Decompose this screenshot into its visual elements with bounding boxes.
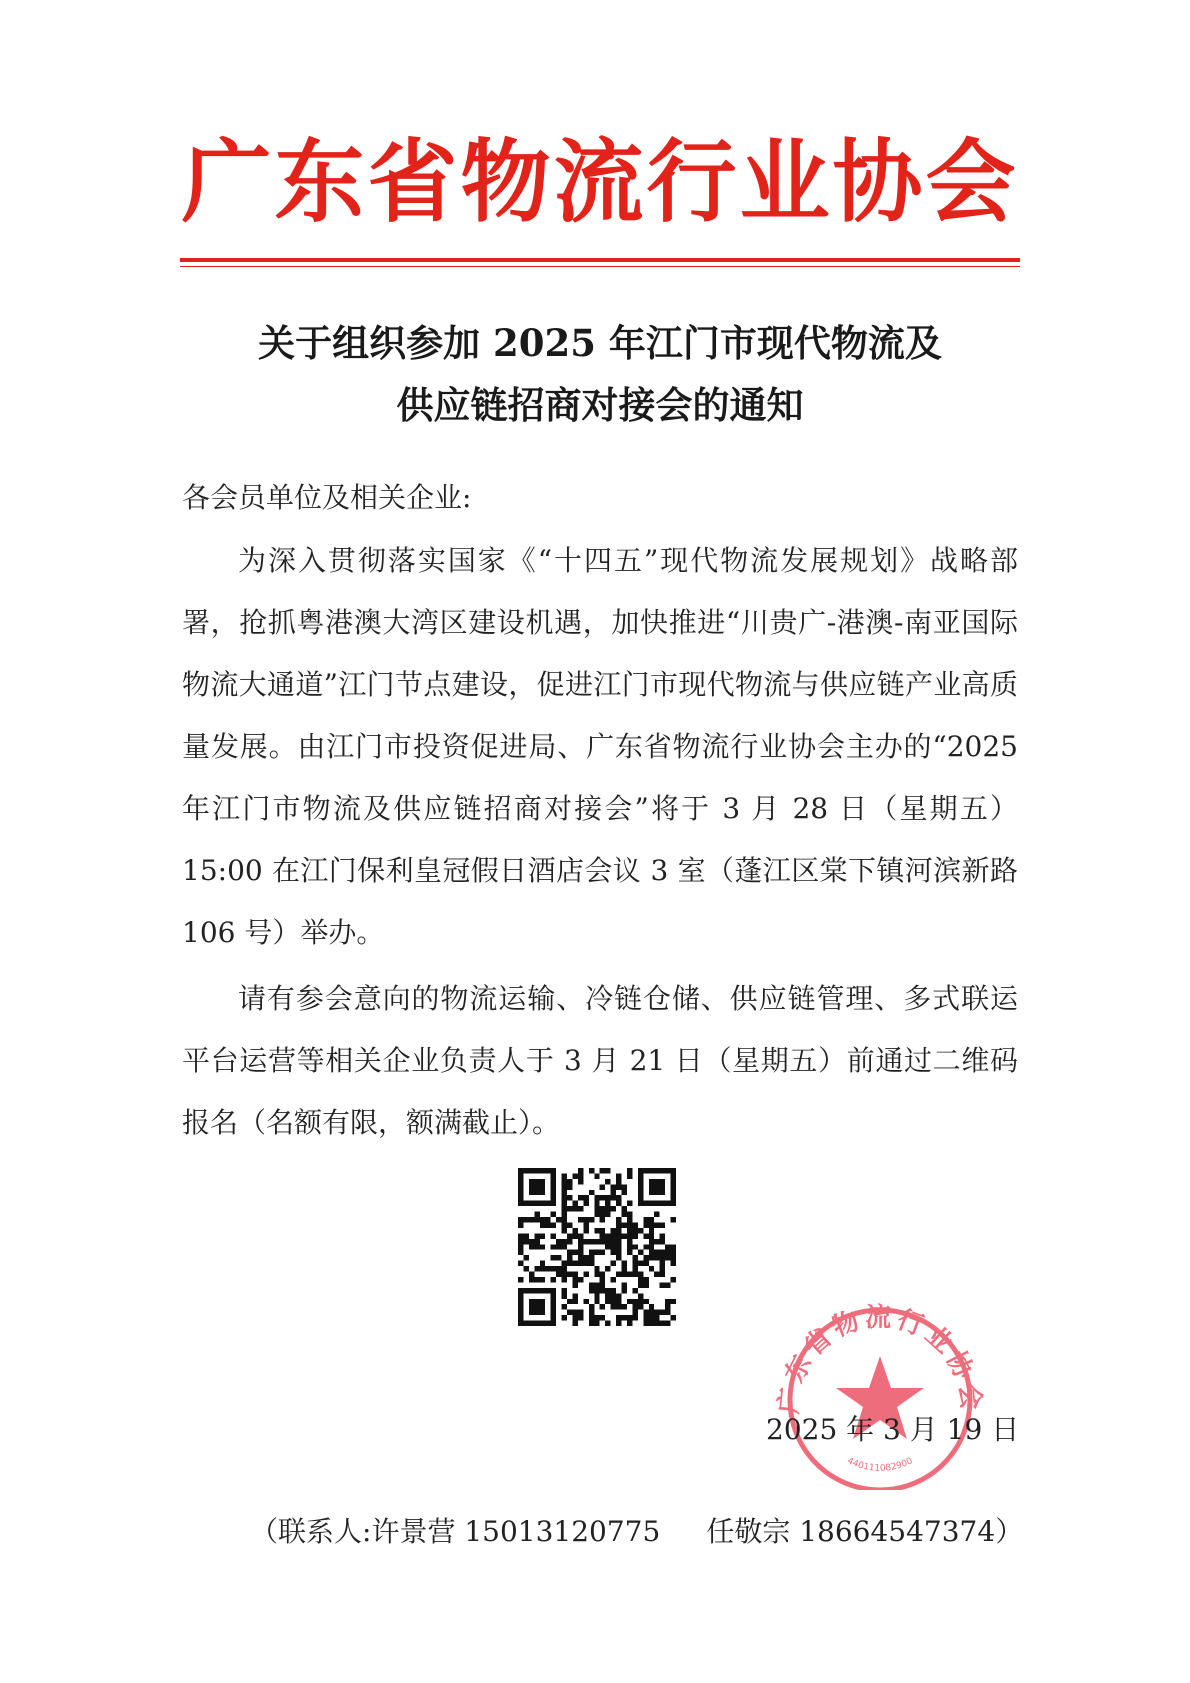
- contact-line: [250, 1512, 1023, 1552]
- body-paragraph-2: 请有参会意向的物流运输、冷链仓储、供应链管理、多式联运平台运营等相关企业负责人于 3 月 21 日（星期五）前通过二维码报名（名额有限，额满截止）。: [182, 982, 1018, 1139]
- letterhead-rule: [180, 258, 1020, 262]
- qr-code-icon[interactable]: [518, 1168, 676, 1326]
- contact-person-2: 任敬宗 18664547374: [706, 1515, 996, 1548]
- issue-date: 2025 年 3 月 19 日: [766, 1413, 1020, 1446]
- seal-text: 广东省物流行业协会: [774, 1302, 986, 1416]
- svg-text:440111082900: [845, 1456, 914, 1474]
- letterhead-title: 广东省物流行业协会: [181, 130, 1019, 235]
- document-title-line-1: 关于组织参加 2025 年江门市现代物流及: [258, 321, 942, 365]
- official-seal: [760, 1290, 1000, 1490]
- seal-serial: 440111082900: [845, 1456, 915, 1474]
- letterhead-rule-thin: [180, 266, 1020, 267]
- document-title-line-2: 供应链招商对接会的通知: [396, 383, 804, 427]
- contact-prefix: （联系人:: [250, 1515, 372, 1548]
- contact-person-1: 许景营 15013120775: [371, 1515, 661, 1548]
- salutation: 各会员单位及相关企业:: [182, 481, 472, 514]
- contact-suffix: ）: [995, 1515, 1024, 1548]
- body-paragraph-1: 为深入贯彻落实国家《“十四五”现代物流发展规划》战略部署，抢抓粤港澳大湾区建设机遇，加快推进“川贵广-港澳-南亚国际物流大通道”江门节点建设，促进江门市现代物流与供应链产业高质量发展。由江门市投资促进局、广东省物流行业协会主办的“2025 年江门市物流及供应链招商对接会”将于 3 月 28 日（星期五）15:00 在江门保利皇冠假日酒店会议 3 室（蓬江区棠下镇河滨新路 106 号）举办。: [182, 544, 1018, 949]
